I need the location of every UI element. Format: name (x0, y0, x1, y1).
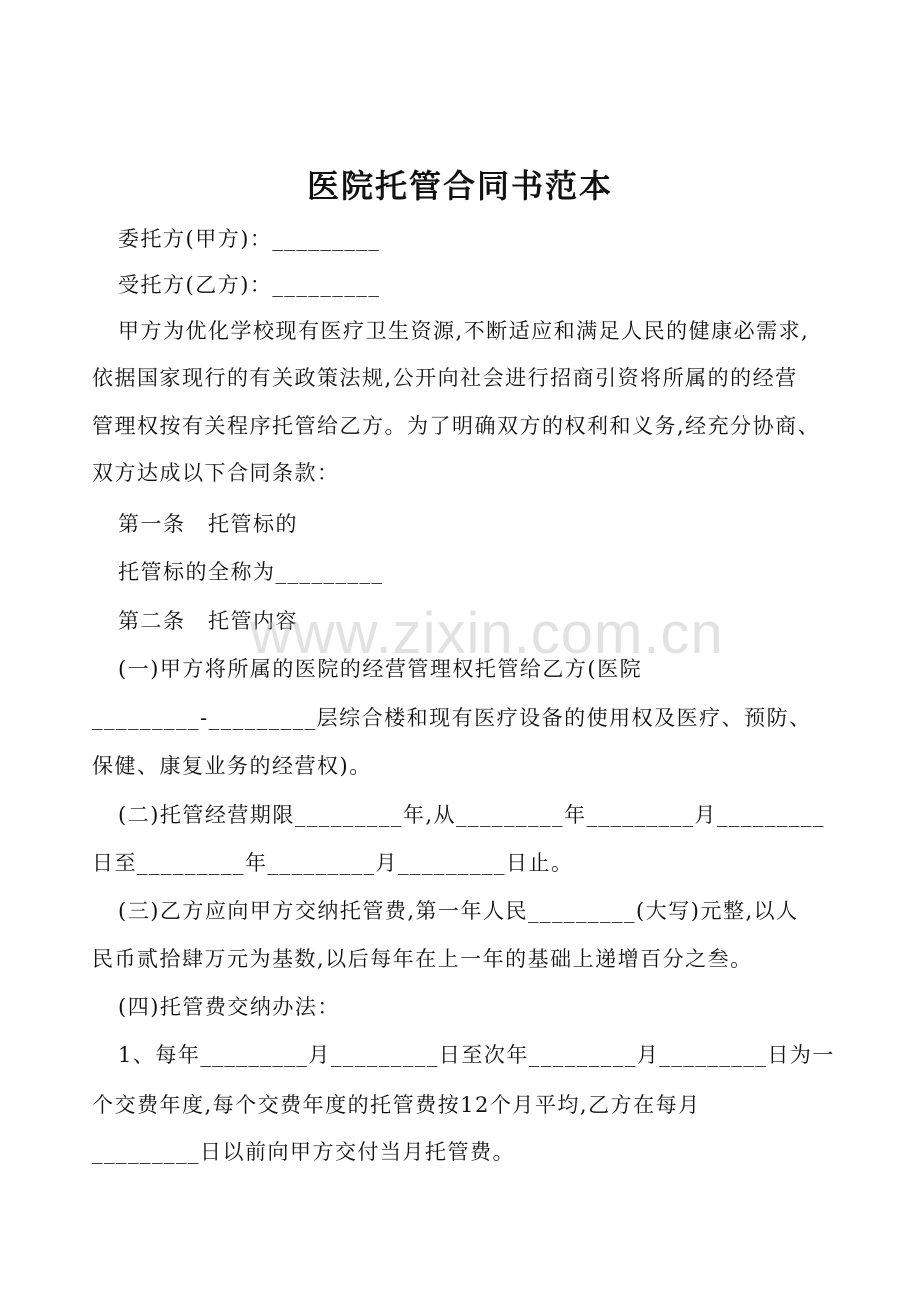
clause-line: 日至_________年_________月_________日止。 (92, 851, 574, 875)
watermark: www.zixin.com.cn (250, 601, 724, 666)
clause-line: (二)托管经营期限_________年,从_________年_________月_________ (118, 803, 826, 827)
clause-line: (三)乙方应向甲方交纳托管费,第一年人民_________(大写)元整,以人 (118, 899, 799, 923)
clause-line: 民币贰拾肆万元为基数,以后每年在上一年的基础上递增百分之叁。 (92, 947, 753, 971)
party-a-line: 委托方(甲方)：_________ (118, 227, 381, 251)
article-heading: 第一条 托管标的 (118, 512, 298, 536)
document-title: 医院托管合同书范本 (306, 167, 613, 205)
clause-line: _________日以前向甲方交付当月托管费。 (92, 1140, 515, 1164)
article-heading: 第二条 托管内容 (118, 609, 298, 633)
clause-line: 保健、康复业务的经营权)。 (92, 754, 372, 778)
clause-line: 个交费年度,每个交费年度的托管费按12个月平均,乙方在每月 (92, 1093, 701, 1117)
body-paragraph-line: 托管标的全称为_________ (118, 560, 384, 584)
body-paragraph-line: 双方达成以下合同条款： (92, 461, 340, 485)
body-paragraph-line: 依据国家现行的有关政策法规,公开向社会进行招商引资将所属的的经营 (92, 366, 798, 390)
clause-line: _________-_________层综合楼和现有医疗设备的使用权及医疗、预防、 (92, 706, 812, 730)
body-paragraph-line: 管理权按有关程序托管给乙方。为了明确双方的权利和义务,经充分协商、 (92, 414, 821, 438)
body-paragraph-line: 甲方为优化学校现有医疗卫生资源,不断适应和满足人民的健康必需求, (118, 319, 810, 343)
clause-line: (四)托管费交纳办法： (118, 995, 340, 1019)
party-b-line: 受托方(乙方)：_________ (118, 273, 381, 297)
clause-line: (一)甲方将所属的医院的经营管理权托管给乙方(医院 (118, 657, 643, 681)
clause-line: 1、每年_________月_________日至次年_________月_________日为一 (118, 1043, 835, 1067)
